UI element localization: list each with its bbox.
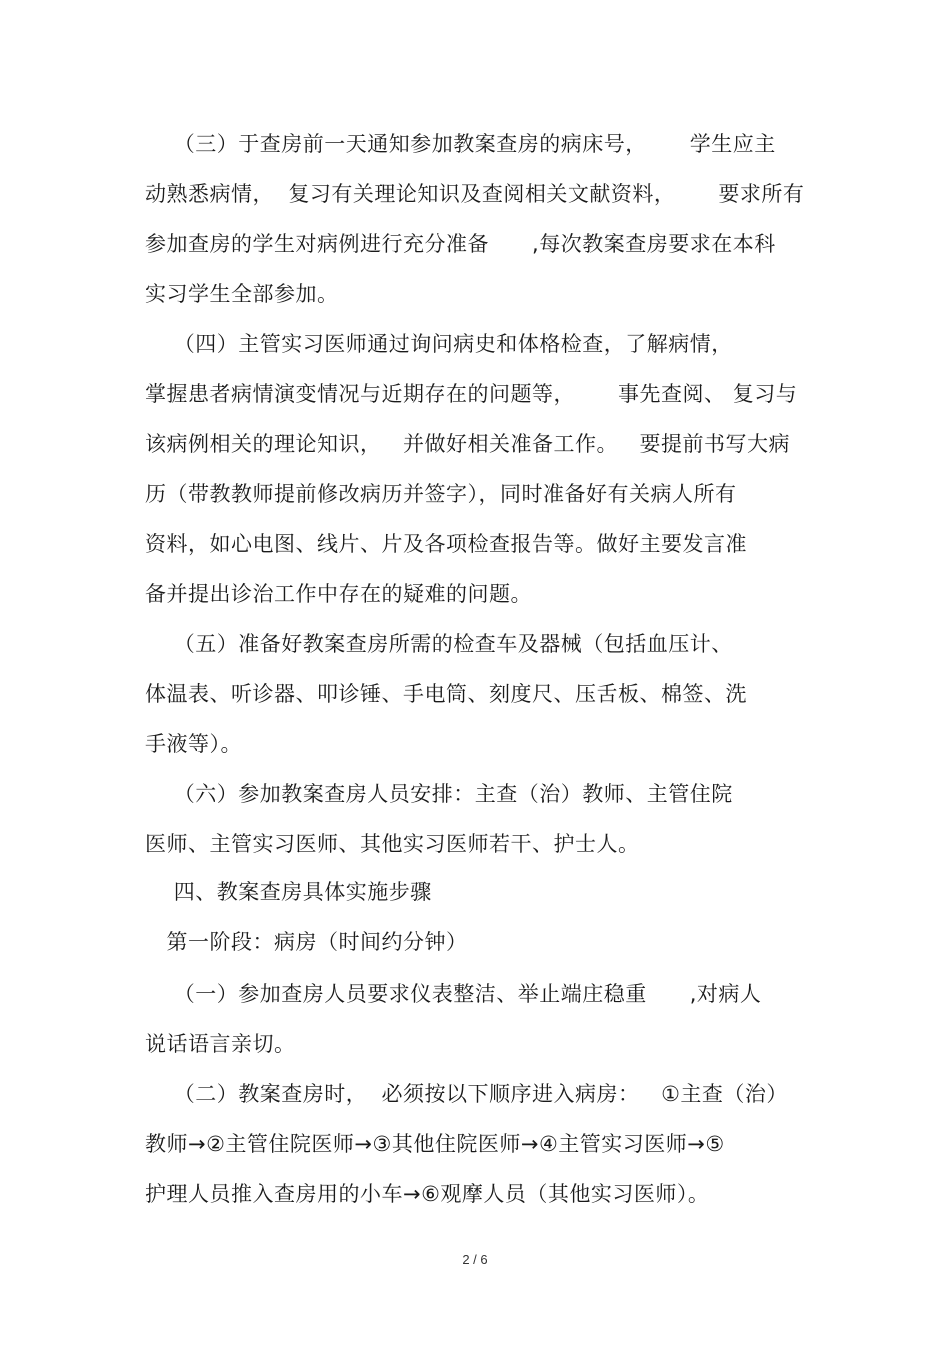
text-line: （三）于查房前一天通知参加教案查房的病床号， 学生应主: [145, 132, 776, 156]
section-heading: 四、教案查房具体实施步骤: [145, 880, 432, 904]
text-line: 历（带教教师提前修改病历并签字），同时准备好有关病人所有: [145, 482, 737, 506]
stage-heading: 第一阶段：病房（时间约分钟）: [145, 930, 468, 954]
text-line: 备并提出诊治工作中存在的疑难的问题。: [145, 582, 532, 606]
text-line: （四）主管实习医师通过询问病史和体格检查，了解病情，: [145, 332, 733, 356]
text-line: 教师→②主管住院医师→③其他住院医师→④主管实习医师→⑤: [145, 1132, 725, 1156]
text-line: 体温表、听诊器、叩诊锤、手电筒、刻度尺、压舌板、棉签、洗: [145, 682, 747, 706]
text-line: （二）教案查房时， 必须按以下顺序进入病房： ①主查（治）: [145, 1082, 788, 1106]
text-line: 资料，如心电图、线片、片及各项检查报告等。做好主要发言准: [145, 532, 747, 556]
text-line: （五）准备好教案查房所需的检查车及器械（包括血压计、: [145, 632, 733, 656]
text-line: 手液等）。: [145, 732, 242, 756]
text-line: 动熟悉病情， 复习有关理论知识及查阅相关文献资料， 要求所有: [145, 182, 805, 206]
page-number: 2 / 6: [462, 1252, 488, 1267]
text-line: 说话语言亲切。: [145, 1032, 296, 1056]
text-line: （六）参加教案查房人员安排：主查（治）教师、主管住院: [145, 782, 733, 806]
text-line: 实习学生全部参加。: [145, 282, 339, 306]
text-line: 护理人员推入查房用的小车→⑥观摩人员（其他实习医师）。: [145, 1182, 710, 1206]
text-line: 该病例相关的理论知识， 并做好相关准备工作。 要提前书写大病: [145, 432, 791, 456]
text-line: 掌握患者病情演变情况与近期存在的问题等， 事先查阅、 复习与: [145, 382, 798, 406]
text-line: （一）参加查房人员要求仪表整洁、举止端庄稳重 ,对病人: [145, 982, 762, 1006]
text-line: 医师、主管实习医师、其他实习医师若干、护士人。: [145, 832, 640, 856]
text-line: 参加查房的学生对病例进行充分准备 ,每次教案查房要求在本科: [145, 232, 776, 256]
